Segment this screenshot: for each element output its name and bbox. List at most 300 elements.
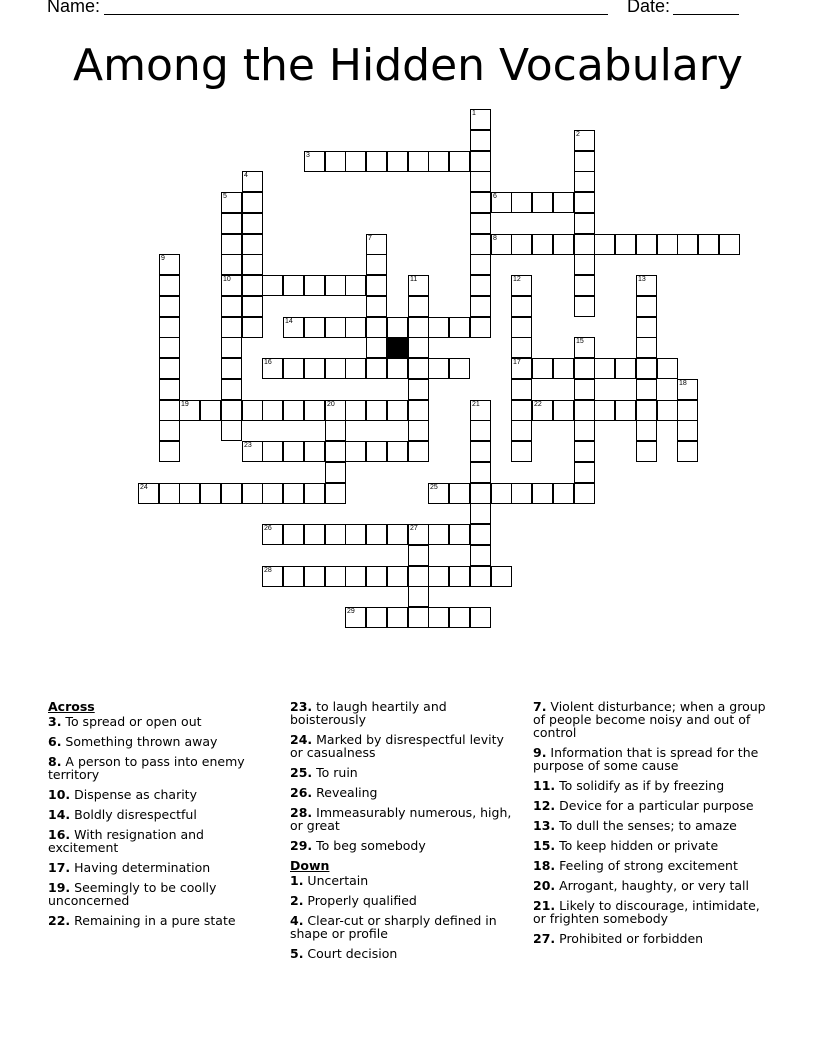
grid-cell[interactable] [345, 566, 366, 587]
grid-cell[interactable] [242, 317, 263, 338]
grid-cell[interactable] [449, 524, 470, 545]
grid-cell[interactable] [657, 234, 678, 255]
clue-number: 4 [244, 172, 248, 179]
grid-cell[interactable] [283, 400, 304, 421]
grid-cell[interactable] [179, 400, 200, 421]
grid-cell[interactable] [719, 234, 740, 255]
grid-cell[interactable] [283, 317, 304, 338]
grid-cell[interactable] [511, 337, 532, 358]
grid-cell[interactable] [283, 358, 304, 379]
grid-cell[interactable] [221, 213, 242, 234]
grid-cell[interactable] [408, 545, 429, 566]
clue-item: 28. Immeasurably numerous, high, or great [290, 805, 512, 833]
clue-number: 23 [244, 442, 252, 449]
grid-cell[interactable] [470, 607, 491, 628]
grid-cell[interactable] [242, 234, 263, 255]
grid-cell[interactable] [408, 275, 429, 296]
grid-cell[interactable] [532, 483, 553, 504]
grid-cell[interactable] [159, 483, 180, 504]
grid-cell[interactable] [221, 379, 242, 400]
grid-cell[interactable] [574, 420, 595, 441]
clue-number: 4. [290, 913, 304, 928]
clue-number: 7. [533, 699, 547, 714]
grid-cell[interactable] [511, 420, 532, 441]
clue-item: 5. Court decision [290, 946, 398, 961]
grid-cell[interactable] [345, 151, 366, 172]
clue-number: 11 [410, 276, 418, 283]
clue-item: 6. Something thrown away [48, 734, 218, 749]
grid-cell[interactable] [449, 317, 470, 338]
grid-cell[interactable] [345, 400, 366, 421]
grid-cell[interactable] [470, 275, 491, 296]
clue-item: 10. Dispense as charity [48, 787, 197, 802]
clue-item: 26. Revealing [290, 785, 378, 800]
grid-cell[interactable] [449, 607, 470, 628]
grid-cell[interactable] [615, 358, 636, 379]
grid-cell[interactable] [366, 151, 387, 172]
grid-cell[interactable] [221, 275, 242, 296]
grid-cell[interactable] [283, 566, 304, 587]
grid-cell[interactable] [428, 566, 449, 587]
grid-cell[interactable] [677, 234, 698, 255]
grid-cell[interactable] [594, 234, 615, 255]
grid-cell[interactable] [221, 254, 242, 275]
grid-cell[interactable] [325, 524, 346, 545]
grid-cell[interactable] [408, 151, 429, 172]
grid-cell[interactable] [159, 379, 180, 400]
grid-cell[interactable] [491, 483, 512, 504]
grid-cell[interactable] [325, 400, 346, 421]
grid-cell[interactable] [242, 275, 263, 296]
grid-cell[interactable] [304, 317, 325, 338]
grid-cell[interactable] [366, 524, 387, 545]
grid-cell[interactable] [366, 358, 387, 379]
grid-cell[interactable] [325, 566, 346, 587]
grid-cell[interactable] [553, 192, 574, 213]
clue-number: 20 [327, 401, 335, 408]
grid-cell[interactable] [304, 400, 325, 421]
grid-cell[interactable] [553, 483, 574, 504]
grid-cell[interactable] [366, 317, 387, 338]
clue-item: 14. Boldly disrespectful [48, 807, 197, 822]
clue-item: 2. Properly qualified [290, 893, 417, 908]
grid-cell[interactable] [574, 192, 595, 213]
grid-cell[interactable] [636, 317, 657, 338]
grid-cell[interactable] [262, 524, 283, 545]
grid-cell[interactable] [138, 483, 159, 504]
grid-cell[interactable] [304, 441, 325, 462]
grid-cell[interactable] [428, 317, 449, 338]
grid-cell[interactable] [574, 462, 595, 483]
grid-cell[interactable] [345, 441, 366, 462]
grid-cell[interactable] [159, 254, 180, 275]
grid-cell[interactable] [636, 234, 657, 255]
grid-cell[interactable] [159, 358, 180, 379]
grid-cell[interactable] [366, 254, 387, 275]
grid-cell[interactable] [470, 109, 491, 130]
grid-cell[interactable] [491, 566, 512, 587]
clue-number: 24. [290, 732, 313, 747]
grid-cell[interactable] [470, 254, 491, 275]
grid-cell[interactable] [283, 441, 304, 462]
grid-cell[interactable] [221, 234, 242, 255]
grid-cell[interactable] [428, 524, 449, 545]
grid-cell[interactable] [408, 379, 429, 400]
grid-cell[interactable] [470, 151, 491, 172]
grid-cell[interactable] [221, 192, 242, 213]
grid-cell[interactable] [325, 275, 346, 296]
grid-cell[interactable] [657, 358, 678, 379]
grid-cell[interactable] [345, 607, 366, 628]
grid-cell[interactable] [470, 171, 491, 192]
clue-number: 10. [48, 787, 71, 802]
grid-cell[interactable] [511, 275, 532, 296]
clue-number: 26 [264, 525, 272, 532]
grid-cell[interactable] [159, 420, 180, 441]
clue-number: 12 [513, 276, 521, 283]
clue-number: 6. [48, 734, 62, 749]
clue-item: 25. To ruin [290, 765, 358, 780]
grid-cell[interactable] [470, 130, 491, 151]
grid-cell[interactable] [262, 441, 283, 462]
clue-item: 27. Prohibited or forbidden [533, 931, 704, 946]
grid-cell[interactable] [159, 400, 180, 421]
grid-cell[interactable] [511, 483, 532, 504]
grid-cell[interactable] [491, 234, 512, 255]
clue-number: 19 [181, 401, 189, 408]
grid-cell[interactable] [594, 358, 615, 379]
grid-cell[interactable] [408, 358, 429, 379]
grid-cell[interactable] [574, 234, 595, 255]
grid-cell[interactable] [325, 420, 346, 441]
grid-cell[interactable] [366, 607, 387, 628]
clue-number: 17. [48, 860, 71, 875]
clue-number: 1. [290, 873, 304, 888]
grid-cell[interactable] [636, 296, 657, 317]
grid-cell[interactable] [304, 275, 325, 296]
grid-cell[interactable] [345, 275, 366, 296]
grid-cell[interactable] [221, 400, 242, 421]
grid-cell[interactable] [677, 379, 698, 400]
grid-cell[interactable] [159, 275, 180, 296]
clue-item: 8. A person to pass into enemy territory [48, 754, 245, 782]
grid-cell[interactable] [325, 317, 346, 338]
grid-cell[interactable] [304, 524, 325, 545]
grid-cell[interactable] [325, 462, 346, 483]
grid-cell[interactable] [366, 566, 387, 587]
clue-number: 6 [493, 193, 497, 200]
grid-cell[interactable] [470, 296, 491, 317]
grid-cell[interactable] [677, 420, 698, 441]
grid-cell[interactable] [387, 607, 408, 628]
grid-cell[interactable] [283, 524, 304, 545]
grid-cell[interactable] [470, 503, 491, 524]
clue-number: 23. [290, 699, 313, 714]
grid-cell[interactable] [221, 317, 242, 338]
clue-number: 10 [223, 276, 231, 283]
grid-cell[interactable] [511, 234, 532, 255]
grid-cell[interactable] [366, 275, 387, 296]
grid-cell[interactable] [221, 358, 242, 379]
grid-cell[interactable] [387, 358, 408, 379]
grid-cell[interactable] [408, 566, 429, 587]
grid-cell[interactable] [636, 420, 657, 441]
grid-cell[interactable] [408, 400, 429, 421]
grid-cell[interactable] [387, 441, 408, 462]
grid-cell[interactable] [574, 296, 595, 317]
grid-cell[interactable] [283, 275, 304, 296]
grid-cell[interactable] [594, 400, 615, 421]
grid-cell[interactable] [574, 130, 595, 151]
clue-item: 9. Information that is spread for the purpose of some cause [533, 745, 759, 773]
grid-cell[interactable] [511, 441, 532, 462]
grid-cell[interactable] [428, 483, 449, 504]
clue-item: 13. To dull the senses; to amaze [533, 818, 737, 833]
clue-number: 1 [472, 110, 476, 117]
grid-cell[interactable] [408, 337, 429, 358]
grid-cell[interactable] [325, 358, 346, 379]
grid-cell[interactable] [221, 420, 242, 441]
grid-cell[interactable] [698, 234, 719, 255]
grid-cell[interactable] [449, 566, 470, 587]
grid-cell[interactable] [242, 400, 263, 421]
clue-item: 12. Device for a particular purpose [533, 798, 754, 813]
grid-cell[interactable] [242, 441, 263, 462]
grid-cell[interactable] [304, 358, 325, 379]
grid-cell[interactable] [574, 483, 595, 504]
clue-number: 21. [533, 898, 556, 913]
grid-cell[interactable] [636, 337, 657, 358]
grid-cell[interactable] [511, 400, 532, 421]
clue-item: 1. Uncertain [290, 873, 369, 888]
grid-cell[interactable] [408, 607, 429, 628]
clue-number: 25 [430, 484, 438, 491]
grid-cell[interactable] [449, 358, 470, 379]
grid-cell[interactable] [470, 192, 491, 213]
clue-item: 24. Marked by disrespectful levity or casualness [290, 732, 504, 760]
grid-cell[interactable] [532, 400, 553, 421]
grid-cell[interactable] [574, 275, 595, 296]
grid-cell[interactable] [677, 400, 698, 421]
clue-number: 16 [264, 359, 272, 366]
grid-cell[interactable] [615, 400, 636, 421]
grid-cell[interactable] [387, 400, 408, 421]
clue-number: 28. [290, 805, 313, 820]
grid-cell[interactable] [262, 566, 283, 587]
clue-number: 13. [533, 818, 556, 833]
grid-cell[interactable] [304, 483, 325, 504]
grid-cell[interactable] [532, 358, 553, 379]
grid-cell[interactable] [553, 234, 574, 255]
clue-number: 27 [410, 525, 418, 532]
clue-number: 11. [533, 778, 556, 793]
clue-number: 29. [290, 838, 313, 853]
clue-item: 21. Likely to discourage, intimidate, or frighten somebody [533, 898, 760, 926]
grid-cell[interactable] [304, 566, 325, 587]
grid-cell[interactable] [574, 337, 595, 358]
name-label: Name: [47, 0, 101, 16]
grid-cell[interactable] [428, 607, 449, 628]
grid-cell[interactable] [242, 192, 263, 213]
clue-number: 22. [48, 913, 71, 928]
grid-cell[interactable] [408, 296, 429, 317]
clue-number: 2. [290, 893, 304, 908]
grid-cell[interactable] [159, 296, 180, 317]
clue-number: 18 [679, 380, 687, 387]
clue-number: 3. [48, 714, 62, 729]
grid-cell[interactable] [553, 400, 574, 421]
clue-item: 7. Violent disturbance; when a group of people become noisy and out of control [533, 699, 766, 740]
grid-cell[interactable] [387, 317, 408, 338]
grid-cell[interactable] [200, 483, 221, 504]
grid-cell[interactable] [366, 441, 387, 462]
clue-item: 20. Arrogant, haughty, or very tall [533, 878, 749, 893]
grid-cell[interactable] [470, 524, 491, 545]
grid-cell[interactable] [574, 254, 595, 275]
down-heading: Down [290, 858, 330, 873]
grid-cell[interactable] [428, 151, 449, 172]
grid-cell[interactable] [574, 151, 595, 172]
grid-cell[interactable] [449, 151, 470, 172]
clue-number: 19. [48, 880, 71, 895]
grid-cell[interactable] [179, 483, 200, 504]
grid-cell[interactable] [408, 524, 429, 545]
clue-number: 16. [48, 827, 71, 842]
clue-number: 28 [264, 567, 272, 574]
clue-number: 9. [533, 745, 547, 760]
grid-cell[interactable] [511, 317, 532, 338]
clue-number: 13 [638, 276, 646, 283]
grid-cell[interactable] [470, 545, 491, 566]
grid-cell[interactable] [636, 400, 657, 421]
clue-item: 4. Clear-cut or sharply defined in shape or profile [290, 913, 497, 941]
grid-block [387, 337, 408, 358]
grid-cell[interactable] [366, 234, 387, 255]
grid-cell[interactable] [636, 275, 657, 296]
grid-cell[interactable] [574, 400, 595, 421]
grid-cell[interactable] [325, 483, 346, 504]
grid-cell[interactable] [574, 171, 595, 192]
grid-cell[interactable] [242, 254, 263, 275]
grid-cell[interactable] [470, 441, 491, 462]
grid-cell[interactable] [408, 317, 429, 338]
grid-cell[interactable] [159, 441, 180, 462]
grid-cell[interactable] [470, 234, 491, 255]
clue-item: 23. to laugh heartily and boisterously [290, 699, 447, 727]
clue-number: 14 [285, 318, 293, 325]
grid-cell[interactable] [262, 275, 283, 296]
clue-number: 25. [290, 765, 313, 780]
grid-cell[interactable] [470, 213, 491, 234]
grid-cell[interactable] [345, 524, 366, 545]
grid-cell[interactable] [159, 317, 180, 338]
grid-cell[interactable] [200, 400, 221, 421]
clue-number: 3 [306, 152, 310, 159]
grid-cell[interactable] [511, 358, 532, 379]
grid-cell[interactable] [283, 483, 304, 504]
grid-cell[interactable] [553, 358, 574, 379]
grid-cell[interactable] [387, 524, 408, 545]
clue-number: 14. [48, 807, 71, 822]
grid-cell[interactable] [159, 337, 180, 358]
grid-cell[interactable] [304, 151, 325, 172]
grid-cell[interactable] [262, 483, 283, 504]
clue-number: 2 [576, 131, 580, 138]
grid-cell[interactable] [428, 358, 449, 379]
grid-cell[interactable] [366, 400, 387, 421]
grid-cell[interactable] [345, 358, 366, 379]
grid-cell[interactable] [470, 420, 491, 441]
clue-number: 5 [223, 193, 227, 200]
grid-cell[interactable] [325, 151, 346, 172]
clue-number: 20. [533, 878, 556, 893]
grid-cell[interactable] [511, 379, 532, 400]
clue-column-3 [533, 700, 769, 952]
grid-cell[interactable] [345, 317, 366, 338]
grid-cell[interactable] [470, 566, 491, 587]
grid-cell[interactable] [615, 234, 636, 255]
grid-cell[interactable] [574, 213, 595, 234]
grid-cell[interactable] [636, 358, 657, 379]
clue-number: 27. [533, 931, 556, 946]
grid-cell[interactable] [366, 296, 387, 317]
grid-cell[interactable] [470, 317, 491, 338]
grid-cell[interactable] [636, 441, 657, 462]
grid-cell[interactable] [221, 483, 242, 504]
clue-item: 3. To spread or open out [48, 714, 202, 729]
grid-cell[interactable] [262, 400, 283, 421]
clue-item: 19. Seemingly to be coolly unconcerned [48, 880, 217, 908]
grid-cell[interactable] [511, 192, 532, 213]
grid-cell[interactable] [221, 296, 242, 317]
grid-cell[interactable] [574, 441, 595, 462]
clue-number: 26. [290, 785, 313, 800]
grid-cell[interactable] [491, 192, 512, 213]
grid-cell[interactable] [636, 379, 657, 400]
grid-cell[interactable] [262, 358, 283, 379]
grid-cell[interactable] [677, 441, 698, 462]
grid-cell[interactable] [387, 151, 408, 172]
grid-cell[interactable] [242, 296, 263, 317]
grid-cell[interactable] [242, 171, 263, 192]
grid-cell[interactable] [242, 213, 263, 234]
grid-cell[interactable] [408, 420, 429, 441]
grid-cell[interactable] [366, 337, 387, 358]
grid-cell[interactable] [470, 483, 491, 504]
grid-cell[interactable] [470, 462, 491, 483]
grid-cell[interactable] [221, 337, 242, 358]
clue-number: 24 [140, 484, 148, 491]
grid-cell[interactable] [387, 566, 408, 587]
grid-cell[interactable] [574, 358, 595, 379]
grid-cell[interactable] [532, 234, 553, 255]
grid-cell[interactable] [532, 192, 553, 213]
clue-number: 7 [368, 235, 372, 242]
grid-cell[interactable] [242, 483, 263, 504]
clue-number: 21 [472, 401, 480, 408]
grid-cell[interactable] [657, 400, 678, 421]
grid-cell[interactable] [408, 441, 429, 462]
grid-cell[interactable] [511, 296, 532, 317]
clue-number: 22 [534, 401, 542, 408]
grid-cell[interactable] [470, 400, 491, 421]
grid-cell[interactable] [325, 441, 346, 462]
clue-number: 17 [513, 359, 521, 366]
grid-cell[interactable] [408, 586, 429, 607]
clue-number: 12. [533, 798, 556, 813]
grid-cell[interactable] [449, 483, 470, 504]
grid-cell[interactable] [574, 379, 595, 400]
